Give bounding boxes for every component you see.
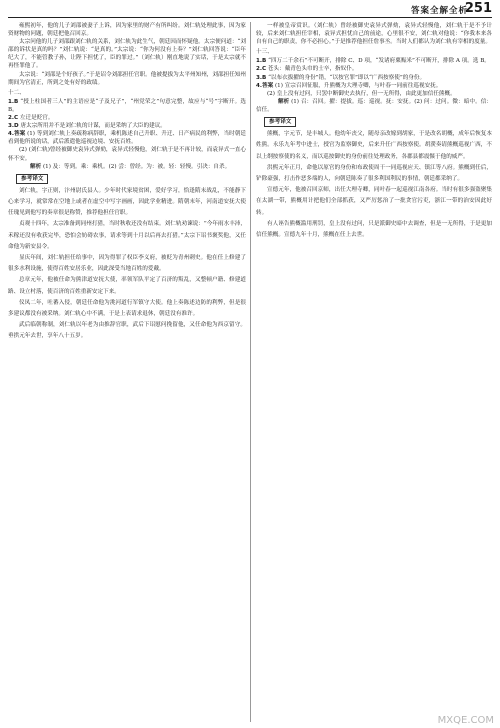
header-rule	[8, 17, 492, 18]
translation-paragraph: 武后临朝称制，刘仁轨以年老为由推辞官职，武后下诏慰问挽留他，又任命他为西京留守。垂拱元年去世，享年八十五岁。	[8, 322, 246, 340]
item-text: 左迁是贬官。	[19, 115, 54, 122]
analysis-text: (1) 召：召回。擢：提拔。巡：巡视。抚：安抚。(2) 问：过问。微：暗中。信：信任。	[256, 98, 492, 113]
reference-translation-label: 参考译文	[264, 117, 296, 127]
header-title: 答案全解全析	[410, 6, 468, 16]
answer-text: (2) 皇上没有过问，只罢中断御史去执行，但一无所得，由此更加信任熊概。	[267, 90, 456, 97]
item-text: “四万二千余石”不可断开，排除 C、D 项，“发诸府粟赈米”不可断开，排除 A 项。选 B。	[268, 58, 490, 65]
answer-label: 4.答案	[8, 131, 26, 138]
item-text: 苍头：戴青色头巾的士卒，指奴仆。	[267, 66, 358, 73]
analysis-text: (1) 及：等到。乘：乘机。(2) 尝：曾经。为：被。轻：轻慢。引决：自杀。	[42, 163, 231, 170]
translation-paragraph: 总章元年，他被任命为熊津道安抚大使，率领军队平定了百济的叛乱，又整顿户籍、修建道路、设立村落，使百济的百姓重新安定下来。	[8, 277, 246, 295]
continued-paragraph: 一样被皇帝赏识。（刘仁轨）曾经被御史袁异式弹劾，袁异式轻慢他，刘仁轨于是不予计较，后来刘仁轨担任宰相，袁异式担忧自己的前途，心里很不安，刘仁轨对他说：“你我本来各自有自己的职责，你不必担心。”于是推荐他担任詹事丞。当时人们都认为刘仁轨有宰相的度量。	[256, 23, 492, 46]
intro-paragraph: 太宗说：“刘邵是个好孩子。”于是诏令刘邵担任官职。他被提拔为太平州知州，刘邵担任知州期间为官清正，所到之处有好的政绩。	[8, 71, 246, 86]
item-number: 2.C	[256, 66, 267, 73]
translation-paragraph: 熊概，字元节，是丰城人。他幼年丧父，随母亲改嫁到胡家，于是改名胡概，成年后恢复本姓熊。永乐九年考中进士，授官为监察御史，后来升任广西按察使。胡濙奏请熊概巡视广西，不以上纲按察使的名义，而以巡按御史的身份前往处理政务，各郡县都震慑于他的威严。	[256, 131, 492, 160]
item-number: 2.C	[8, 115, 19, 122]
answer-item	[8, 114, 246, 122]
analysis	[8, 163, 246, 171]
intro-paragraph: 雍熙初年，他的儿子刘邵被妻子上诉，因为家里的财产有所纠纷。刘仁轨处理此事，因为家资财物的问题，朝廷把他召回京。	[8, 23, 246, 38]
answer-item	[256, 74, 492, 82]
answer-item	[8, 98, 246, 114]
section-heading: 十二、	[8, 89, 25, 96]
analysis	[256, 98, 492, 114]
answer-text: (1) 等到刘仁轨上奏疏称病辞职，乘机陈述自己升职、升迁、日产病民的利弊，当时朝廷看到他所说的话，武后派遣他巡视边境、安抚百姓。	[8, 131, 246, 146]
right-column	[256, 22, 492, 722]
answer-item	[256, 82, 492, 90]
item-number: 3.D	[8, 123, 19, 130]
column-divider	[250, 22, 251, 722]
answer-label: 4.答案	[256, 82, 274, 89]
translation-paragraph: 贞观十四年，太宗准备到同州打猎，当时秋收还没有结束。刘仁轨劝谏说：“今年雨水丰沛，禾稼还没有收获完毕，恐怕会妨碍农事，请求等到十月以后再去打猎。”太宗下诏书褒奖他，又任命他为新安县令。	[8, 221, 246, 250]
answer-text: (1) 宣宗召回征服，升熊概为大理寺卿，与叶春一同前往巡视安抚。	[275, 82, 442, 89]
translation-paragraph: 有人诬告熊概滥用刑罚，皇上没有过问，只是派御史暗中去调查，但是一无所得，于是更加信任熊概。宣德九年十月，熊概在任上去世。	[256, 220, 492, 238]
analysis-label: 解析	[30, 163, 42, 170]
reference-translation-label: 参考译文	[16, 174, 48, 184]
item-number: 3.B	[256, 74, 267, 81]
item-number: 1.B	[8, 98, 19, 105]
left-column	[8, 22, 246, 722]
section-heading: 十三、	[256, 49, 273, 56]
translation-paragraph: 宣德元年，他被召回京师，出任大理寺卿，同叶春一起巡视江南各府。当时有很多强盗聚集在太湖一带，熊概用计把他们全部抓获，又严厉惩治了一批贪官污吏，浙江一带的治安因此好转。	[256, 187, 492, 216]
answer-item	[256, 57, 492, 65]
item-text: “以布衣拔擢的身份”错，“以按官罪”即以“广西按察使”的身份。	[268, 74, 426, 81]
translation-paragraph: 刘仁轨，字正则，汴州尉氏县人。少年时代家境贫困，爱好学习，恰逢隋末战乱，不能静下心来学习，就常常在空地上或者在虚空中写字画画，因此学业精进。隋朝末年，河南道安抚大使任瑰见到他写的奏章很是称赞，推荐他担任官职。	[8, 187, 246, 217]
item-number: 1.B	[256, 58, 267, 65]
answer-item	[256, 65, 492, 73]
answer-item	[8, 130, 246, 146]
watermark: MXQE.COM	[437, 715, 494, 726]
answer-item	[8, 122, 246, 130]
translation-paragraph: 仪凤二年，吐蕃入侵，朝廷任命他为洮河道行军镇守大使。他上奏陈述边防的利弊，但是很多建议都没有被采纳。刘仁轨心中不满，于是上表请求退休，朝廷没有准许。	[8, 299, 246, 318]
analysis-label: 解析	[278, 98, 290, 105]
answer-text: (2) (刘仁轨)曾经被御史袁异式弹劾，袁异式轻慢他，刘仁轨于是不再计较，而袁异式一直心怀不安。	[8, 147, 246, 162]
item-text: “授上柱国者三人”的主语应是“子及兄子”，“州党荣之”句意完整，故应与“号”字断开。选B。	[8, 98, 246, 113]
translation-paragraph: 洪熙元年正月，命他以原官的身份和布政使周干一同巡视应天、镇江等八府。熊概到任后，铲除豪强，打击作恶多端的人，向朝廷陈奏了很多利国利民的事情，朝廷都采纳了。	[256, 164, 492, 182]
translation-paragraph: 显庆年间，刘仁轨担任给事中，因为得罪了权臣李义府，被贬为青州刺史。他在任上修建了很多水利设施，使得百姓安居乐业，因此深受当地百姓的爱戴。	[8, 255, 246, 273]
intro-paragraph: 太宗问他的儿子刘邵跟刘仁轨的关系，刘仁轨为此生气，朝廷因而怀疑他。太宗便问道：“刘邵的诉状是真的吗？”刘仁轨说：“是真的。”太宗说：“你为何没有上奏？”刘仁轨回答说：“臣年纪大了，不能管教子孙，让陛下担忧了，臣的罪过。”（刘仁轨）刚直地说了实话，于是太宗就不再怪罪他了。	[8, 39, 246, 70]
item-text: 唐太宗所用并不是刘仁轨的计谋，而是采纳了大臣的建议。	[20, 123, 166, 130]
page-number: 251	[464, 1, 492, 16]
